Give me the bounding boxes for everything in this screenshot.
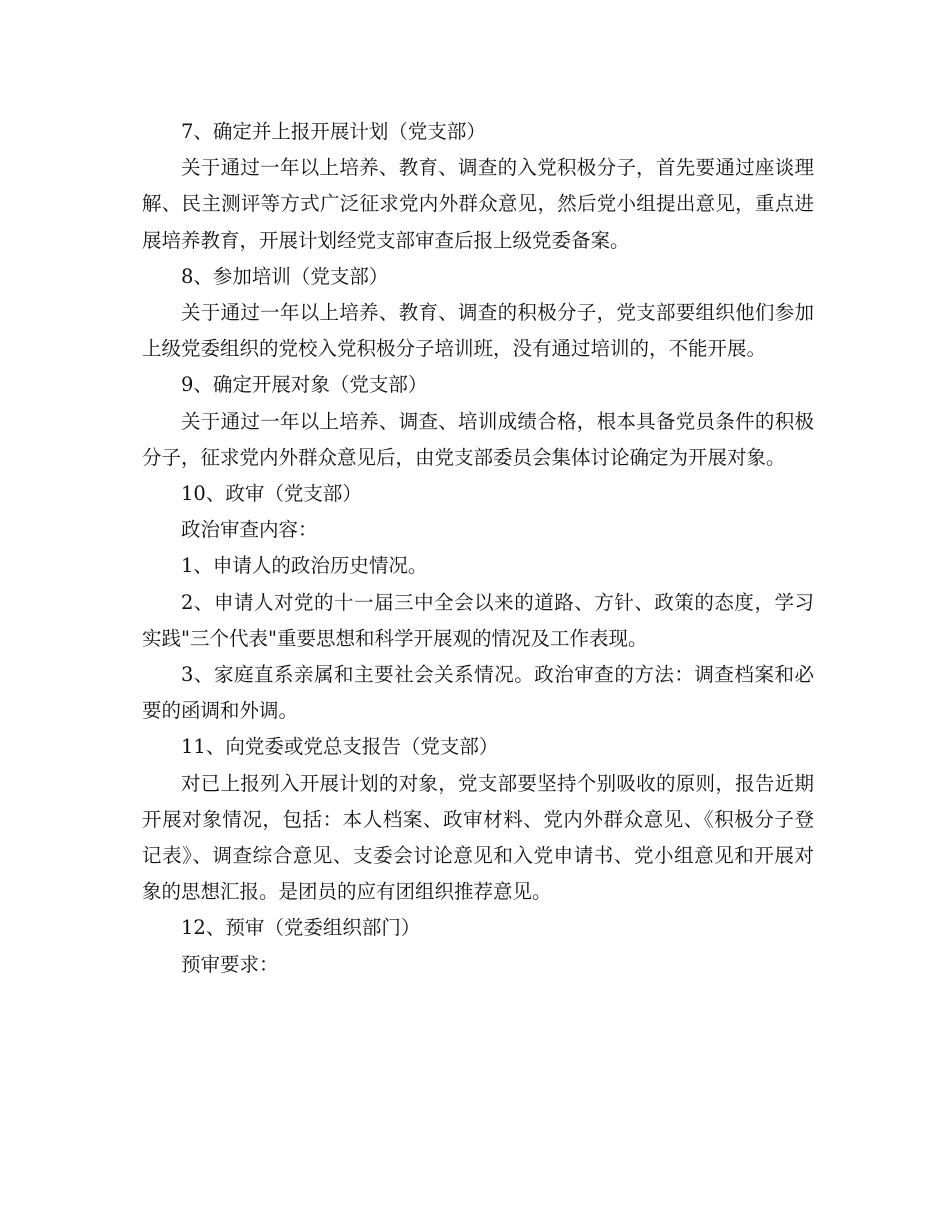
paragraph: 关于通过一年以上培养、调查、培训成绩合格，根本具备党员条件的积极分子，征求党内外群众意见后，由党支部委员会集体讨论确定为开展对象。 [142,409,814,469]
list-item: 3、家庭直系亲属和主要社会关系情况。政治审查的方法：调查档案和必要的函调和外调。 [142,663,814,723]
section-heading-9: 9、确定开展对象（党支部） [181,373,428,397]
paragraph: 对已上报列入开展计划的对象，党支部要坚持个别吸收的原则，报告近期开展对象情况，包括：本人档案、政审材料、党内外群众意见、《积极分子登记表》、调查综合意见、支委会讨论意见和入党申请书、党小组意见和开展对象的思想汇报。是团员的应有团组织推荐意见。 [142,771,814,904]
paragraph: 预审要求： [181,952,279,976]
section-heading-10: 10、政审（党支部） [181,482,362,506]
section-heading-12: 12、预审（党委组织部门） [181,916,421,940]
paragraph: 关于通过一年以上培养、教育、调查的入党积极分子，首先要通过座谈理解、民主测评等方式广泛征求党内外群众意见，然后党小组提出意见，重点进展培养教育，开展计划经党支部审查后报上级党委备案。 [142,156,814,252]
paragraph: 政治审查内容： [181,518,318,542]
section-heading-11: 11、向党委或党总支报告（党支部） [181,735,499,759]
list-item: 2、申请人对党的十一届三中全会以来的道路、方针、政策的态度，学习实践"三个代表"重要思想和科学开展观的情况及工作表现。 [142,590,814,650]
list-item: 1、申请人的政治历史情况。 [181,554,428,578]
section-heading-7: 7、确定并上报开展计划（党支部） [181,120,486,143]
section-heading-8: 8、参加培训（党支部） [181,264,389,288]
paragraph: 关于通过一年以上培养、教育、调查的积极分子，党支部要组织他们参加上级党委组织的党校入党积极分子培训班，没有通过培训的，不能开展。 [142,301,814,361]
document-body [142,114,814,983]
